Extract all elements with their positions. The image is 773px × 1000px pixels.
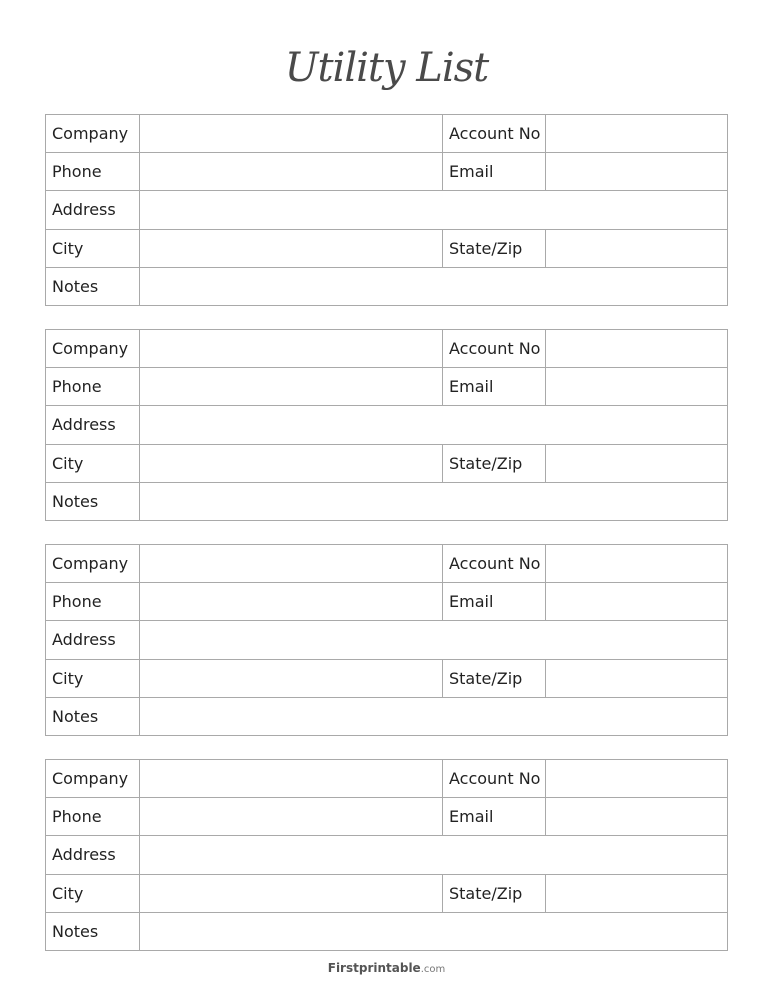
footer-brand: Firstprintable	[327, 961, 421, 975]
footer-tld: .com	[420, 964, 446, 975]
city-row	[46, 444, 728, 482]
city-label: City	[46, 874, 140, 912]
account-no-field[interactable]	[546, 330, 728, 368]
email-field[interactable]	[546, 153, 728, 191]
notes-label: Notes	[46, 912, 140, 950]
phone-field[interactable]	[140, 583, 443, 621]
notes-label: Notes	[46, 267, 140, 305]
company-label: Company	[46, 330, 140, 368]
notes-row	[46, 697, 728, 735]
city-label: City	[46, 659, 140, 697]
phone-field[interactable]	[140, 798, 443, 836]
address-label: Address	[46, 836, 140, 874]
city-row	[46, 229, 728, 267]
company-label: Company	[46, 545, 140, 583]
notes-row	[46, 912, 728, 950]
address-field[interactable]	[140, 621, 728, 659]
utility-card-4	[45, 759, 728, 951]
phone-label: Phone	[46, 798, 140, 836]
address-row	[46, 836, 728, 874]
city-field[interactable]	[140, 874, 443, 912]
account-no-field[interactable]	[546, 115, 728, 153]
company-row	[46, 115, 728, 153]
company-field[interactable]	[140, 330, 443, 368]
email-field[interactable]	[546, 583, 728, 621]
company-label: Company	[46, 115, 140, 153]
page-title: Utility List	[284, 45, 489, 91]
footer-logo	[0, 961, 773, 975]
city-field[interactable]	[140, 659, 443, 697]
phone-label: Phone	[46, 153, 140, 191]
city-field[interactable]	[140, 229, 443, 267]
company-label: Company	[46, 760, 140, 798]
phone-label: Phone	[46, 368, 140, 406]
account-no-label: Account No	[443, 545, 546, 583]
address-field[interactable]	[140, 406, 728, 444]
notes-row	[46, 267, 728, 305]
notes-label: Notes	[46, 482, 140, 520]
email-label: Email	[443, 798, 546, 836]
notes-field[interactable]	[140, 697, 728, 735]
phone-row	[46, 798, 728, 836]
company-row	[46, 760, 728, 798]
utility-card-2	[45, 329, 728, 521]
phone-row	[46, 583, 728, 621]
city-row	[46, 659, 728, 697]
email-label: Email	[443, 583, 546, 621]
utility-card-1	[45, 114, 728, 306]
phone-field[interactable]	[140, 368, 443, 406]
email-label: Email	[443, 368, 546, 406]
account-no-field[interactable]	[546, 545, 728, 583]
phone-row	[46, 368, 728, 406]
email-field[interactable]	[546, 798, 728, 836]
state-zip-field[interactable]	[546, 659, 728, 697]
notes-field[interactable]	[140, 482, 728, 520]
phone-row	[46, 153, 728, 191]
notes-field[interactable]	[140, 912, 728, 950]
state-zip-label: State/Zip	[443, 874, 546, 912]
notes-row	[46, 482, 728, 520]
state-zip-label: State/Zip	[443, 444, 546, 482]
notes-label: Notes	[46, 697, 140, 735]
company-field[interactable]	[140, 115, 443, 153]
phone-field[interactable]	[140, 153, 443, 191]
city-label: City	[46, 229, 140, 267]
company-field[interactable]	[140, 760, 443, 798]
account-no-label: Account No	[443, 115, 546, 153]
state-zip-field[interactable]	[546, 874, 728, 912]
address-row	[46, 621, 728, 659]
address-label: Address	[46, 191, 140, 229]
city-field[interactable]	[140, 444, 443, 482]
account-no-label: Account No	[443, 330, 546, 368]
address-row	[46, 191, 728, 229]
state-zip-label: State/Zip	[443, 659, 546, 697]
city-label: City	[46, 444, 140, 482]
account-no-field[interactable]	[546, 760, 728, 798]
account-no-label: Account No	[443, 760, 546, 798]
address-field[interactable]	[140, 836, 728, 874]
email-label: Email	[443, 153, 546, 191]
company-row	[46, 330, 728, 368]
address-field[interactable]	[140, 191, 728, 229]
company-field[interactable]	[140, 545, 443, 583]
phone-label: Phone	[46, 583, 140, 621]
utility-card-3	[45, 544, 728, 736]
address-row	[46, 406, 728, 444]
address-label: Address	[46, 621, 140, 659]
state-zip-label: State/Zip	[443, 229, 546, 267]
company-row	[46, 545, 728, 583]
state-zip-field[interactable]	[546, 229, 728, 267]
address-label: Address	[46, 406, 140, 444]
email-field[interactable]	[546, 368, 728, 406]
notes-field[interactable]	[140, 267, 728, 305]
state-zip-field[interactable]	[546, 444, 728, 482]
city-row	[46, 874, 728, 912]
